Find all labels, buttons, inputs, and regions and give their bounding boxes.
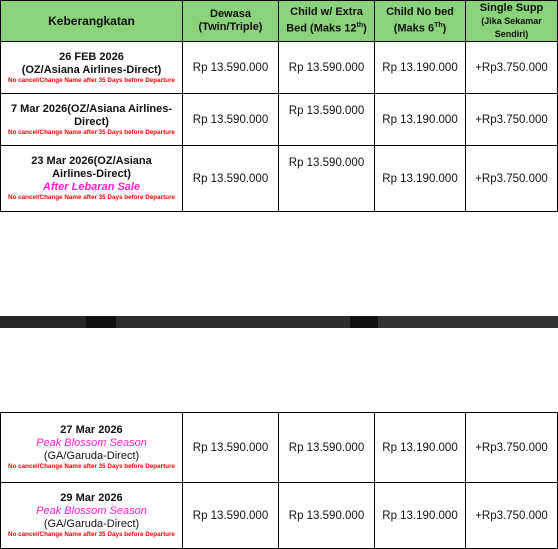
cancel-note: No cancel/Change Name after 35 Days before Departure	[8, 76, 175, 84]
departure-cell	[1, 42, 183, 94]
departure-cell	[1, 413, 183, 483]
airline: Direct)	[74, 115, 109, 128]
table-row	[1, 94, 558, 146]
promo-label: After Lebaran Sale	[42, 181, 141, 193]
header-child-extra-bed: Child w/ Extra Bed (Maks 12th)	[279, 1, 375, 42]
cancel-note: No cancel/Change Name after 35 Days before Departure	[8, 128, 175, 136]
price-child-extra-bed: Rp 13.590.000	[279, 146, 375, 212]
airline: (GA/Garuda-Direct)	[43, 518, 140, 530]
price-dewasa: Rp 13.590.000	[183, 146, 279, 212]
promo-label: Peak Blossom Season	[36, 437, 147, 449]
airline: Airlines-Direct)	[52, 168, 131, 180]
price-dewasa: Rp 13.590.000	[183, 42, 279, 94]
band-segment	[0, 316, 86, 328]
cancel-note: No cancel/Change Name after 35 Days before Departure	[8, 531, 175, 538]
departure-date: 27 Mar 2026	[60, 424, 123, 436]
price-child-no-bed: Rp 13.190.000	[375, 94, 466, 146]
price-single-supp: +Rp3.750.000	[466, 483, 558, 549]
price-child-extra-bed: Rp 13.590.000	[279, 483, 375, 549]
band-segment	[350, 316, 378, 328]
header-keberangkatan: Keberangkatan	[1, 1, 183, 42]
promo-label: Peak Blossom Season	[36, 505, 147, 517]
header-single-supp: Single Supp (Jika Sekamar Sendiri)	[466, 1, 558, 42]
departure-date: 29 Mar 2026	[60, 492, 123, 504]
departure-date: 26 FEB 2026	[59, 50, 124, 63]
price-dewasa: Rp 13.590.000	[183, 94, 279, 146]
price-child-no-bed: Rp 13.190.000	[375, 483, 466, 549]
band-segment	[116, 316, 350, 328]
header-dewasa: Dewasa (Twin/Triple)	[183, 1, 279, 42]
table-row	[1, 483, 558, 549]
price-child-no-bed: Rp 13.190.000	[375, 146, 466, 212]
cancel-note: No cancel/Change Name after 35 Days before Departure	[8, 194, 175, 201]
band-segment	[378, 316, 558, 328]
price-table-1	[0, 0, 558, 212]
header-child-no-bed: Child No bed (Maks 6Th)	[375, 1, 466, 42]
price-single-supp: +Rp3.750.000	[466, 413, 558, 483]
price-child-extra-bed: Rp 13.590.000	[279, 42, 375, 94]
price-child-extra-bed: Rp 13.590.000	[279, 94, 375, 146]
table-row	[1, 146, 558, 212]
cancel-note: No cancel/Change Name after 35 Days before Departure	[8, 463, 175, 470]
price-single-supp: +Rp3.750.000	[466, 146, 558, 212]
price-single-supp: +Rp3.750.000	[466, 42, 558, 94]
departure-date: 23 Mar 2026(OZ/Asiana	[31, 155, 152, 167]
price-single-supp: +Rp3.750.000	[466, 94, 558, 146]
price-dewasa: Rp 13.590.000	[183, 483, 279, 549]
departure-cell	[1, 94, 183, 146]
price-child-extra-bed: Rp 13.590.000	[279, 413, 375, 483]
departure-cell	[1, 146, 183, 212]
price-table-2	[0, 412, 558, 549]
separator-band	[0, 316, 558, 328]
price-child-no-bed: Rp 13.190.000	[375, 42, 466, 94]
price-dewasa: Rp 13.590.000	[183, 413, 279, 483]
departure-cell	[1, 483, 183, 549]
table-header-row	[1, 1, 558, 42]
airline: (OZ/Asiana Airlines-Direct)	[21, 63, 162, 76]
band-segment	[86, 316, 116, 328]
airline: (GA/Garuda-Direct)	[43, 450, 140, 462]
table-row	[1, 413, 558, 483]
departure-date: 7 Mar 2026(OZ/Asiana Airlines-	[11, 102, 172, 115]
price-child-no-bed: Rp 13.190.000	[375, 413, 466, 483]
table-row	[1, 42, 558, 94]
